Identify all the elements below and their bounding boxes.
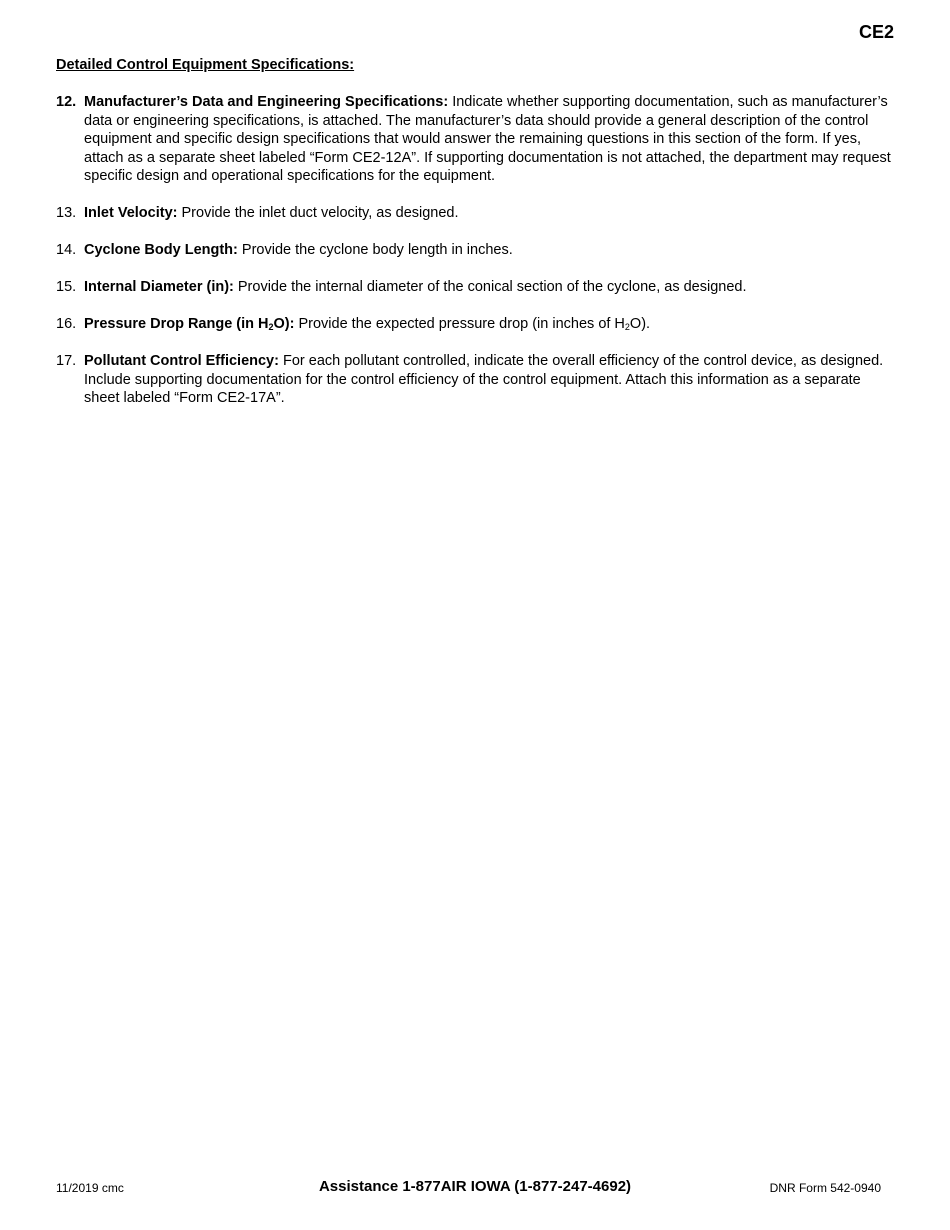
item-title: Pollutant Control Efficiency: xyxy=(84,353,279,369)
section-heading: Detailed Control Equipment Specifications: xyxy=(56,57,355,73)
item-text: Indicate whether supporting documentation, such as manufacturer’s data or engineering specifications, is attached. The manufacturer’s data should provide a general description of the control equipment and specific design specifications that would answer the remaining questions in this section of the form. If yes, attach as a separate sheet labeled “Form CE2-12A”. If supporting documentation is not attached, the department may request specific design and operational specifications for the equipment. xyxy=(84,94,891,184)
item-number: 13. xyxy=(56,205,77,221)
item-number: 17. xyxy=(56,353,77,369)
list-item-14 xyxy=(56,241,896,260)
list-item-13 xyxy=(56,204,896,223)
item-number: 14. xyxy=(56,242,77,258)
list-item-17 xyxy=(56,352,896,408)
footer-date-code: 11/2019 cmc xyxy=(56,1181,124,1195)
item-text: Provide the cyclone body length in inches. xyxy=(237,242,513,258)
item-title xyxy=(84,316,294,332)
item-text: Provide the internal diameter of the conical section of the cyclone, as designed. xyxy=(233,279,747,295)
item-title: Internal Diameter (in): xyxy=(84,279,234,295)
item-title-subscript: 2 xyxy=(268,322,274,333)
item-number: 16. xyxy=(56,316,77,332)
item-text: For each pollutant controlled, indicate the overall efficiency of the control device, as designed. Include supporting documentation for the control efficiency of the control equipment. Attach this information as a separate sheet labeled “Form CE2-17A”. xyxy=(84,353,884,406)
item-text: Provide the inlet duct velocity, as designed. xyxy=(177,205,459,221)
item-title: Cyclone Body Length: xyxy=(84,242,238,258)
item-title: Inlet Velocity: xyxy=(84,205,178,221)
item-body xyxy=(84,352,896,408)
footer-form-number: DNR Form 542-0940 xyxy=(769,1181,881,1195)
item-text-post: O). xyxy=(629,316,651,332)
instruction-list xyxy=(56,93,896,426)
item-body xyxy=(84,204,896,223)
item-title: Manufacturer’s Data and Engineering Specifications: xyxy=(84,94,449,110)
item-body xyxy=(84,278,896,297)
item-title-pre: Pressure Drop Range (in H xyxy=(84,316,269,332)
item-number: 15. xyxy=(56,279,77,295)
form-code: CE2 xyxy=(858,22,894,42)
item-text-subscript: 2 xyxy=(624,322,630,333)
item-body xyxy=(84,241,896,260)
list-item-16 xyxy=(56,315,896,334)
item-body xyxy=(84,93,896,186)
list-item-15 xyxy=(56,278,896,297)
item-text-pre: Provide the expected pressure drop (in inches of H xyxy=(294,316,625,332)
footer-assistance: Assistance 1-877AIR IOWA (1-877-247-4692) xyxy=(318,1178,632,1195)
item-title-post: O): xyxy=(273,316,295,332)
item-body xyxy=(84,315,896,334)
item-number: 12. xyxy=(56,94,77,110)
list-item-12 xyxy=(56,93,896,186)
